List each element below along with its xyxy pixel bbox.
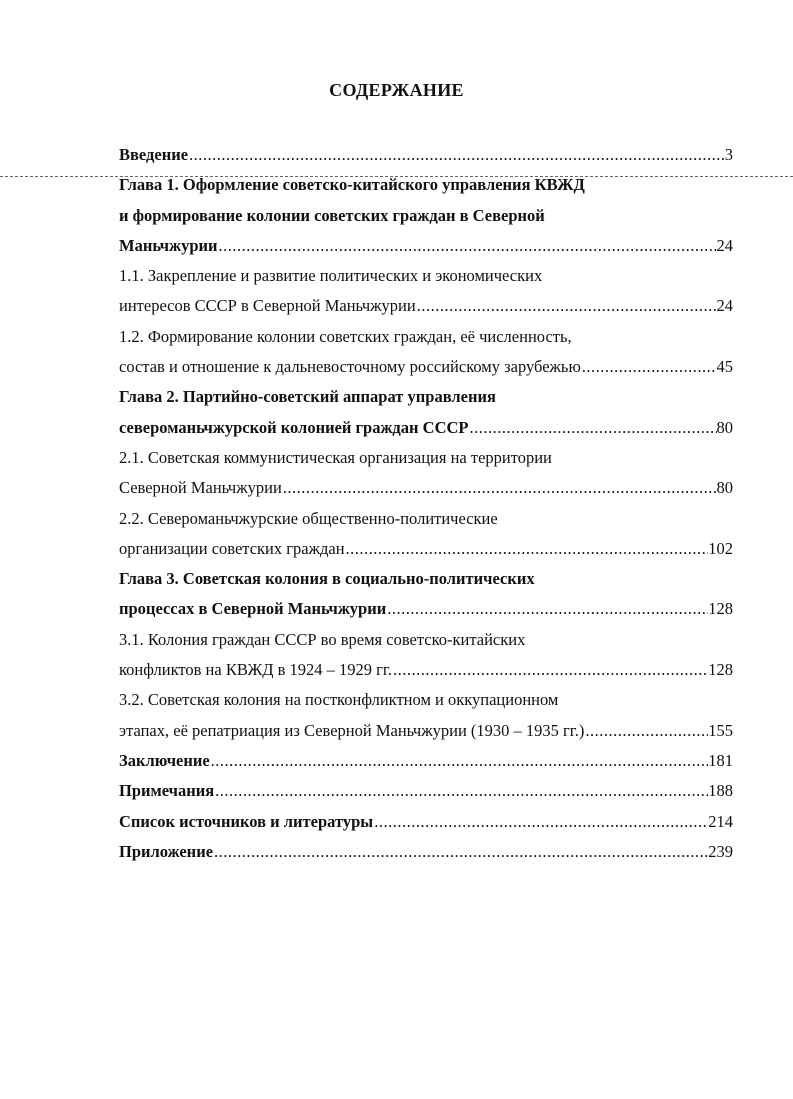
toc-entry-section-3-2[interactable] [119,685,733,746]
toc-last-line [119,534,733,564]
leader-dots [584,716,708,746]
toc-entry-introduction[interactable] [119,140,733,170]
toc-entry-chapter-3[interactable] [119,564,733,625]
toc-last-line [119,231,733,261]
toc-label: интересов СССР в Северной Маньчжурии [119,296,416,316]
toc-page-number: 239 [708,841,733,861]
toc-text-line: 2.2. Североманьчжурские общественно-политические [119,508,498,528]
leader-dots [392,655,708,685]
toc-label: состав и отношение к дальневосточному российскому зарубежью [119,357,581,377]
leader-dots [218,231,717,261]
toc-label: Приложение [119,841,214,861]
toc-label: Северной Маньчжурии [119,478,282,498]
toc-text-line: Глава 2. Партийно-советский аппарат управления [119,387,496,407]
toc-entry-section-3-1[interactable] [119,625,733,686]
toc-label: Заключение [119,750,210,770]
toc-page-number: 181 [708,750,733,770]
toc-page-number: 80 [716,478,733,498]
toc-last-line [119,594,733,624]
toc-text-line: 1.1. Закрепление и развитие политических и экономических [119,266,543,286]
toc-page-number: 128 [708,599,733,619]
leader-dots [386,594,708,624]
toc-page-number: 128 [708,660,733,680]
toc-text-line: и формирование колонии советских граждан в Северной [119,205,545,225]
leader-dots [581,352,717,382]
toc-text-line: 1.2. Формирование колонии советских граждан, её численность, [119,326,572,346]
toc-label: процессах в Северной Маньчжурии [119,599,387,619]
toc-page-number: 155 [708,720,733,740]
toc-entry-section-2-2[interactable] [119,504,733,565]
leader-dots [213,837,708,867]
toc-label: Введение [119,145,189,164]
leader-dots [282,473,717,503]
toc-label: Примечания [119,781,215,801]
toc-entry-section-1-2[interactable] [119,322,733,383]
leader-dots [468,413,716,443]
leader-dots [345,534,709,564]
toc-page-number: 80 [716,417,733,437]
toc-last-line [119,413,733,443]
toc-text-line: Глава 3. Советская колония в социально-политических [119,569,535,589]
toc-entry-chapter-2[interactable] [119,382,733,443]
toc-last-line [119,716,733,746]
toc-entry-section-1-1[interactable] [119,261,733,322]
toc-page-number: 214 [708,811,733,831]
toc-text-line: 3.1. Колония граждан СССР во время советско-китайских [119,629,526,649]
toc-last-line [119,291,733,321]
leader-dots [214,776,708,806]
toc-text-line: 2.1. Советская коммунистическая организация на территории [119,447,552,467]
toc-text-line: Глава 1. Оформление советско-китайского управления КВЖД [119,175,585,195]
toc-label: Список источников и литературы [119,811,374,831]
toc-label: Маньчжурии [119,235,218,255]
toc-entry-chapter-1[interactable] [119,170,733,261]
toc-label: организации советских граждан [119,538,345,558]
toc-page-number: 45 [716,357,733,377]
toc-page-number: 24 [716,235,733,255]
toc-label: этапах, её репатриация из Северной Маньчжурии (1930 – 1935 гг.) [119,720,585,740]
toc-entry-sources[interactable] [119,807,733,837]
page-title: СОДЕРЖАНИЕ [329,80,464,100]
toc-page-number: 188 [708,781,733,801]
toc-entry-conclusion[interactable] [119,746,733,776]
toc-entry-appendix[interactable] [119,837,733,867]
toc-page-number: 102 [708,538,733,558]
toc-label: североманьчжурской колонией граждан СССР [119,417,469,437]
toc-entry-notes[interactable] [119,776,733,806]
table-of-contents [119,140,733,867]
toc-last-line [119,655,733,685]
toc-last-line [119,473,733,503]
toc-last-line [119,352,733,382]
toc-entry-section-2-1[interactable] [119,443,733,504]
leader-dots [188,140,725,170]
toc-page-number: 24 [716,296,733,316]
leader-dots [373,807,708,837]
leader-dots [210,746,709,776]
toc-page-number: 3 [724,145,733,164]
leader-dots [416,291,717,321]
toc-label: конфликтов на КВЖД в 1924 – 1929 гг. [119,660,392,680]
toc-text-line: 3.2. Советская колония на постконфликтном и оккупационном [119,690,559,710]
